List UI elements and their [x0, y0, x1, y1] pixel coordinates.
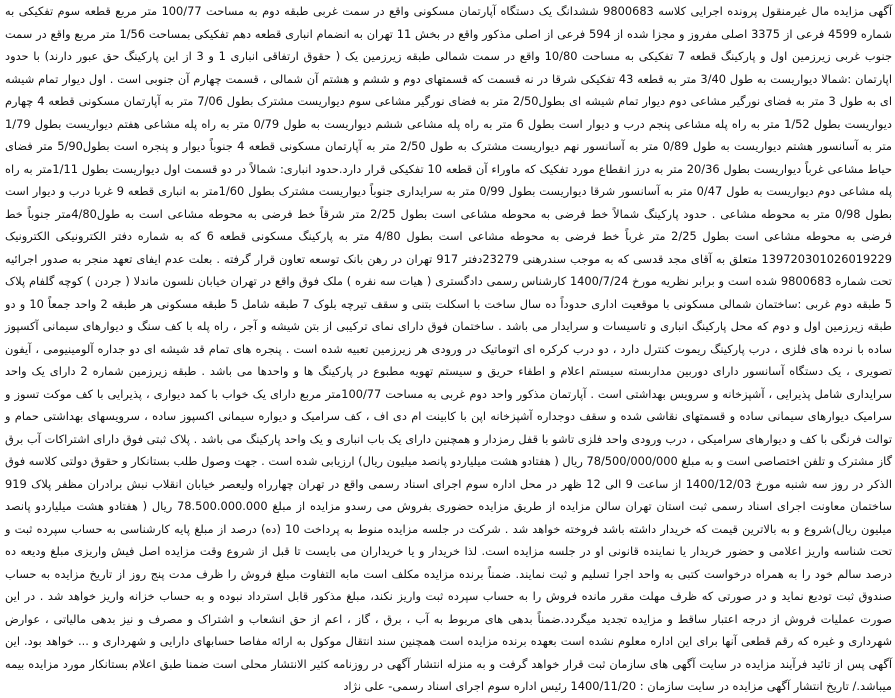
auction-notice-text: آگهی مزایده مال غیرمنقول پرونده اجرایی کلاسه 9800683 ششدانگ یک دستگاه آپارتمان مسکونی واقع در سمت غربی طبقه دوم به مساحت 100/77 متر مربع قطعه سوم تفکیکی به شماره 4599 فرعی از 3375 اصلی مفروز و مجزا شده از 594 فرعی از اصلی مذکور واقع در بخش 11 تهران به انضمام انباری قطعه دهم تفکیکی بمساحت 1/56 متر مربع واقع در سمت جنوب غربی زیرزمین اول و پارکینگ قطعه 7 تفکیکی به مساحت 10/80 واقع در سمت شمالی طبقه زیرزمین یک ( حقوق ارتفاقی انباری 1 و 3 از این پارکینگ حق عبور دارند) با حدود اپارتمان :شمالا دیواریست به طول 3/40 متر به قطعه 43 تفکیکی شرقا در نه قسمت که قسمتهای دوم و ششم و هشتم آن شمالی ، قسمت چهارم آن جنوبی است . اول دیوار تمام شیشه ای به طول 3 متر به فضای نورگیر مشاعی دوم دیوار تمام شیشه ای بطول2/50 متر به فضای نورگیر مشاعی سوم دیواریست مشترک بطول 7/06 متر به آپارتمان مسکونی قطعه 4 چهارم دیواریست بطول 1/52 متر به راه پله مشاعی پنجم درب و دیوار است بطول 6 متر به راه پله مشاعی ششم دیواریست به طول 0/79 متر به راه پله مشاعی هفتم دیواریست بطول 1/79 متر به آسانسور هشتم دیواریست به طول 0/89 متر به آسانسور نهم دیواریست مشترک به طول 2/50 متر به آپارتمان مسکونی قطعه 4 جنوباً دیوار و پنجره است بطول5/90 متر فضای حیاط مشاعی غرباً دیواریست بطول 20/36 متر به درز انقطاع مورد تفکیک که ماوراء آن قطعه 10 تفکیکی قرار دارد.حدود انباری: شمالاً در دو قسمت اول دیواریست بطول 1/11متر به راه پله مشاعی دوم دیواریست به طول 0/47 متر به آسانسور شرقا دیواریست بطول 0/99 متر به سرایداری جنوباً دیواریست مشترک بطول 1/60متر به انباری قطعه 9 غربا درب و دیوار است بطول 0/98 متر به محوطه مشاعی . حدود پارکینگ شمالاً خط فرضی به محوطه مشاعی است بطول 2/25 متر شرقاً خط فرضی به محوطه مشاعی است به طول4/80متر جنوباً خط فرضی به محوطه مشاعی است بطول 2/25 متر غرباً خط فرضی به محوطه مشاعی است بطول 4/80 متر به پارکینگ مسکونی قطعه 6 که به شماره دفتر الکترونیکی الکترونیک 139720301026019229 متعلق به آقای مجد قدسی که به موجب سندرهنی 23279دفتر 917 تهران در رهن بانک توسعه تعاون قرار گرفته . بعلت عدم ایفای تعهد منجر به صدور اجرائیه تحت شماره 9800683 شده است و برابر نظریه مورخ 1400/7/24 کارشناس رسمی دادگستری ( هیات سه نفره ) ملک فوق واقع در تهران خیابان نلسون ماندلا ( جردن ) کوچه گلفام پلاک 5 طبقه دوم غربی :ساختمان شمالی مسکونی با موقعیت اداری حدوداً ده سال ساخت با اسکلت بتنی و سقف تیرچه بلوک 7 طبقه شامل 5 طبقه مسکونی هر طبقه 2 واحد جمعاً 10 و دو طبقه زیرزمین اول و دوم که محل پارکینگ انباری و تاسیسات و سرایدار می باشد . ساختمان فوق دارای نمای ترکیبی از بتن شیشه و آجر ، راه پله با کف سنگ و دیوارهای سیمانی آکسپوز ساده با نرده های فلزی ، درب پارکینگ ریموت کنترل دارد ، دو درب کرکره ای اتوماتیک در ورودی هر زیرزمین تعبیه شده است . پنجره های تمام قد شیشه ای دو جداره آلومینیومی ، آیفون تصویری ، یک دستگاه آسانسور دارای دوربین مداربسته سیستم اعلام و اطفاء حریق و سیستم تهویه مطبوع در پارکینگ ها و واحدها می باشد . طبقه زیرزمین شماره 2 دارای یک واحد سرایداری شامل پذیرایی ، آشپزخانه و سرویس بهداشتی است . آپارتمان مذکور واحد دوم غربی به مساحت 100/77متر مربع دارای یک خواب با کمد دیواری ، پذیرایی با کف موکت تسوز و سرامیک دیوارهای سیمانی ساده و قسمتهای نقاشی شده و سقف دوجداره آشپزخانه اپن با کابینت ام دی اف ، کف سرامیک و دیواره سیمانی اکسپوز ساده ، سرویسهای بهداشتی حمام و توالت فرنگی با کف و دیوارهای سرامیکی ، درب ورودی واحد فلزی تاشو با قفل رمزدار و همچنین دارای یک باب انباری و یک واحد پارکینگ می باشد . پلاک ثبتی فوق دارای اشتراکات آب برق گاز مشترک و تلفن اختصاصی است و به مبلغ 78/500/000/000 ریال ( هفتادو هشت میلیاردو پانصد میلیون ریال) ارزیابی شده است . جهت وصول طلب بستانکار و حقوق دولتی کلاسه فوق الذکر در روز سه شنبه مورخ 1400/12/03 از ساعت 9 الی 12 ظهر در محل اداره سوم اجرای اسناد رسمی واقع در تهران چهارراه ولیعصر خیابان انقلاب نبش برادران مظفر پلاک 919 ساختمان معاونت اجرای اسناد رسمی ثبت استان تهران سالن مزایده از طریق مزایده حضوری بفروش می رسدو مزایده از مبلغ 78.500.000.000 ریال ( هفتادو هشت میلیاردو پانصد میلیون ریال)شروع و به بالاترین قیمت که خریدار داشته باشد فروخته خواهد شد . شرکت در جلسه مزایده منوط به پرداخت 10 (ده) درصد از مبلغ پایه کارشناسی به حساب سپرده ثبت و تحت شناسه واریز اعلامی و حضور خریدار یا نماینده قانونی او در جلسه مزایده است. لذا خریدار و یا خریداران می بایست تا قبل از شروع وقت مزایده اصل فیش واریزی مبلغ ودیعه ده درصد سالم خود را به همراه درخواست کتبی به واحد اجرا تسلیم و ثبت نمایند. ضمناً برنده مزایده مکلف است مابه التفاوت مبلغ فروش را ظرف مدت پنج روز از تاریخ مزایده به حساب صندوق ثبت تودیع نماید و در صورتی که ظرف مهلت مقرر مانده فروش را به حساب سپرده ثبت واریز نکند، مبلغ مذکور قابل استرداد نبوده و به حساب خزانه واریز خواهد شد . در این صورت عملیات فروش از درجه اعتبار ساقط و مزایده تجدید میگردد.ضمناً بدهی های مربوط به آب ، برق ، گاز ، اعم از حق انشعاب و اشتراک و مصرف و نیز بدهی مالیاتی ، عوارض شهرداری و غیره که رقم قطعی آنها برای این اداره معلوم نشده است بعهده برنده مزایده است همچنین سند انتقال موکول به ارائه مفاصا حسابهای دارایی و شهرداری و ... خواهد بود. این آگهی پس از تائید فرآیند مزایده در سایت آگهی های سازمان ثبت قرار خواهد گرفت و به منزله انتشار آگهی در روزنامه کثیر الانتشار محلی است ضمنا طبق اعلام بستانکار مورد مزایده بیمه میباشد./ تاریخ انتشار آگهی مزایده در سایت سازمان : 1400/11/20 رئیس اداره سوم اجرای اسناد رسمی- علی نژاد [5, 4, 893, 693]
